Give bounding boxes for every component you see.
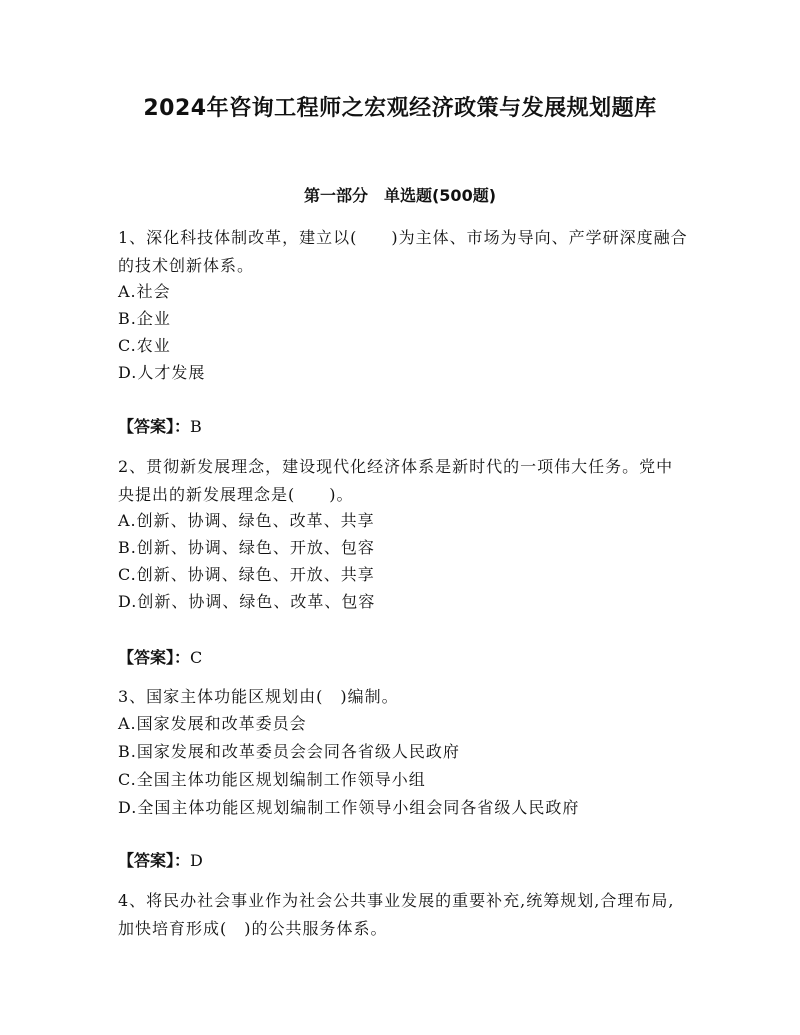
question-2-option-b: B.创新、协调、绿色、开放、包容	[118, 538, 375, 557]
question-1-option-c: C.农业	[118, 336, 171, 355]
question-1-option-d: D.人才发展	[118, 363, 206, 382]
answer-value: B	[190, 417, 202, 436]
question-2-option-c: C.创新、协调、绿色、开放、共享	[118, 565, 375, 584]
answer-label: 【答案】：	[118, 851, 191, 870]
question-3-option-d: D.全国主体功能区规划编制工作领导小组会同各省级人民政府	[118, 798, 580, 817]
question-4-text: 4、将民办社会事业作为社会公共事业发展的重要补充,统筹规划,合理布局,加快培育形成( )的公共服务体系。	[118, 891, 675, 938]
answer-label: 【答案】：	[118, 648, 191, 667]
section-title: 第一部分 单选题(500题)	[303, 186, 497, 205]
question-3-option-b: B.国家发展和改革委员会会同各省级人民政府	[118, 742, 460, 761]
question-1-option-a: A.社会	[118, 282, 171, 301]
question-1-text: 1、深化科技体制改革，建立以( )为主体、市场为导向、产学研深度融合的技术创新体系。	[118, 228, 688, 275]
answer-value: D	[190, 851, 203, 870]
question-3-option-c: C.全国主体功能区规划编制工作领导小组	[118, 770, 426, 789]
question-2-option-d: D.创新、协调、绿色、改革、包容	[118, 592, 376, 611]
question-1-answer	[118, 414, 688, 440]
answer-label: 【答案】：	[118, 417, 191, 436]
question-2-text: 2、贯彻新发展理念，建设现代化经济体系是新时代的一项伟大任务。党中央提出的新发展理念是( )。	[118, 457, 674, 504]
document-title: 2024年咨询工程师之宏观经济政策与发展规划题库	[143, 96, 657, 121]
question-1-option-b: B.企业	[118, 309, 171, 328]
answer-value: C	[190, 648, 203, 667]
question-3-option-a: A.国家发展和改革委员会	[118, 714, 307, 733]
question-3-answer	[118, 848, 688, 874]
question-3-text: 3、国家主体功能区规划由( )编制。	[118, 687, 399, 706]
question-2-answer	[118, 645, 688, 671]
question-2-option-a: A.创新、协调、绿色、改革、共享	[118, 511, 375, 530]
